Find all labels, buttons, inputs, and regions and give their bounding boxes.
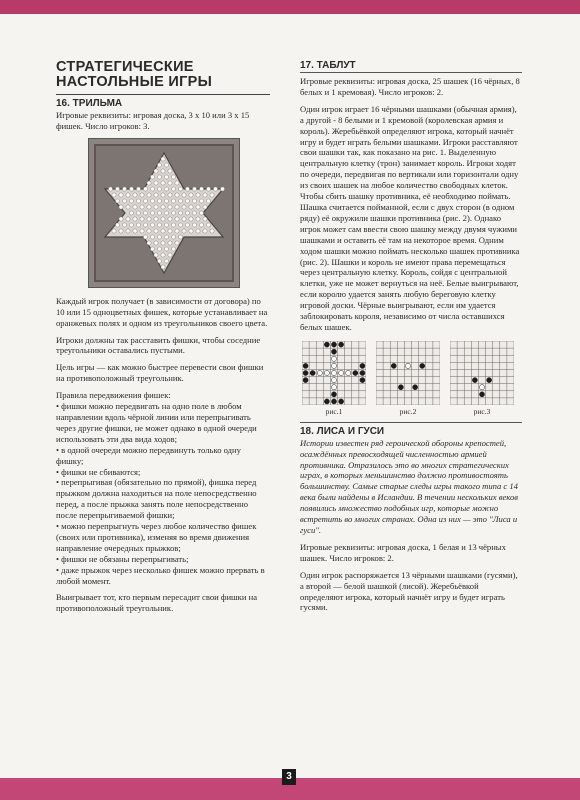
tablut-figure-3 [450, 341, 514, 418]
list-item: • фишки не сбиваются; [56, 466, 141, 477]
right-column [300, 60, 522, 619]
tablut-grid-icon [450, 341, 514, 405]
trilma-p4: Выигрывает тот, кто первым пересадит свои фишки на противоположный треугольник. [56, 592, 258, 614]
list-item: • можно перепрыгнуть через любое количество фишек (своих или противника), изменяя во время движения направление очередных прыжков; [56, 521, 257, 553]
trilma-board-image [88, 138, 240, 288]
figure-caption: рис.1 [325, 406, 343, 416]
trilma-title: 16. ТРИЛЬМА [56, 98, 123, 109]
fox-title: 18. ЛИСА И ГУСИ [300, 425, 385, 437]
top-accent-band [0, 0, 580, 14]
trilma-p1: Каждый игрок получает (в зависимости от договора) по 10 или 15 одноцветных фишек, которые устанавливает на оранжевых полях и одном из треугольников своего цвета. [56, 295, 268, 328]
page-number: 3 [282, 769, 296, 785]
tablut-intro: Игровые реквизиты: игровая доска, 25 шашек (16 чёрных, 8 белых и 1 кремовая). Число игроков: 2. [300, 76, 520, 97]
list-item: • в одной очереди можно передвинуть только одну фишку; [56, 444, 241, 466]
fox-p1: Один игрок распоряжается 13 чёрными шашками (гусями), а второй — белой шашкой (лисой). Жеребьёвкой определяют игрока, который начнёт игру и будет играть гусями. [300, 569, 518, 613]
list-item: • даже прыжок через несколько фишек можно прервать в любой момент. [56, 564, 265, 586]
list-item: • перепрыгивая (обязательно по прямой), фишка перед прыжком должна находиться на поле непосредственно перед, а после прыжка занять поле непосредственно после перепрыгиваемой фишки; [56, 477, 257, 521]
section-title-line2: НАСТОЛЬНЫЕ ИГРЫ [56, 74, 213, 90]
section-title-line1: СТРАТЕГИЧЕСКИЕ [56, 59, 194, 75]
tablut-grid-icon [302, 341, 366, 405]
tablut-figure-2 [376, 341, 440, 418]
fox-rule [300, 422, 522, 423]
trilma-rules-heading: Правила передвижения фишек: [56, 390, 171, 401]
left-column [56, 60, 270, 620]
trilma-rules-list [56, 401, 270, 586]
trilma-intro: Игровые реквизиты: игровая доска, 3 х 10 или 3 х 15 фишек. Число игроков: 3. [56, 110, 250, 131]
section-title [56, 60, 270, 90]
tablut-grid-icon [376, 341, 440, 405]
tablut-diagrams [302, 341, 522, 418]
tablut-title: 17. ТАБЛУТ [300, 60, 356, 71]
figure-caption: рис.3 [473, 406, 491, 416]
trilma-p2: Игроки должны так расставить фишки, чтобы соседние треугольники оставались пустыми. [56, 334, 261, 356]
tablut-rule [300, 72, 522, 73]
list-item: • фишки не обязаны перепрыгивать; [56, 553, 189, 564]
trilma-p3: Цель игры — как можно быстрее перевести свои фишки на противоположный треугольник. [56, 362, 264, 384]
title-rule [56, 94, 270, 95]
fox-intro: Игровые реквизиты: игровая доска, 1 белая и 13 чёрных шашек. Число игроков: 2. [300, 541, 506, 563]
fox-history: Истории известен ряд героической обороны крепостей, осаждённых превосходящей численностью армией противника. Отразилось это во многих стратегических играх, в которых меньшинство должно противостоять большинству. Самые старые следы игры такого типа с 14 века были найдены в Исландии. В течении нескольких веков появились множество подобных игр, которые можно встретить во многих странах. Одна из них — это "Лиса и гуси". [300, 437, 519, 535]
tablut-p1: Один игрок играет 16 чёрными шашками (обычная армия), а другой - 8 белыми и 1 кремовой (королевская армия и король). Жеребьёвкой определяют игрока, который начнёт игру и будет играть белыми шашками. Игроки расставляют свои шашки так, как показано на рис. 1. Выделенную центральную клетку (трон) занимает король. Игроки ходят по очереди, передвигая по вертикали или горизонтали одну из своих шашек на любое количество свободных клеток. Чтобы сбить шашку противника, её необходимо поймать. Шашка считается пойманной, если с двух сторон (в одном ряду) её окружили шашки противника (рис. 2). Однако игрок может сам ввести свою шашку между двумя чужими шашками и оставить её там на некоторое время. Одним ходом шашки можно поймать несколько шашек противника (рис. 2). Шашки и король не имеют права перемещаться через центральную клетку. Король, сойдя с центральной клетки, уже не может вернуться на неё. Белые выигрывают, если королю удается занять любую береговую клетку игровой доски. Чёрные выигрывают, если им удается заблокировать короля, независимо от числа оставшихся белых шашек. [300, 103, 520, 332]
star-board-icon [89, 139, 239, 287]
figure-caption: рис.2 [399, 406, 417, 416]
list-item: • фишки можно передвигать на одно поле в любом направлении вдоль чёрной линии или перепрыгивать через другие фишки, не может однако в одной очереди использовать эти два вида ходов; [56, 401, 257, 444]
tablut-figure-1 [302, 341, 366, 418]
